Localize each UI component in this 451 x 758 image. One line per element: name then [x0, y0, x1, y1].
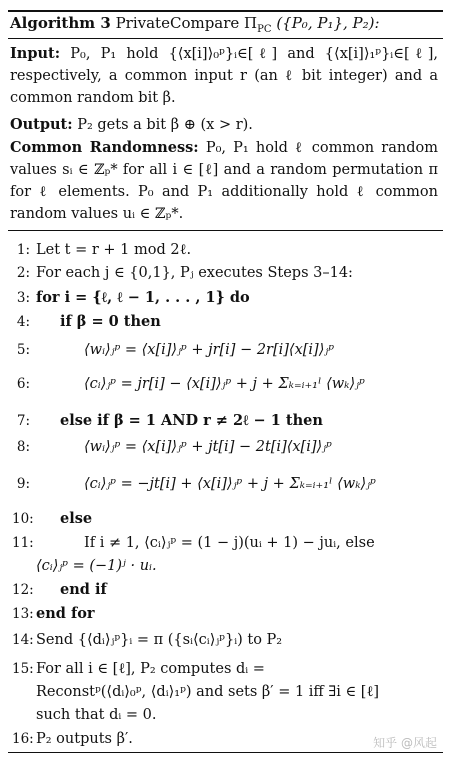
input-label: Input: — [10, 45, 61, 62]
step-number: 9: — [16, 476, 30, 492]
step-number: 2: — [16, 265, 30, 281]
algorithm-name: PrivateCompare Π — [115, 14, 258, 32]
step-number: 12: — [12, 582, 34, 598]
algorithm-title: Algorithm 3 PrivateCompare $\Pi_{PC}$ ({P₀, P₁}, P₂): — [10, 14, 380, 35]
bottom-rule — [8, 752, 443, 753]
step-text: ⟨cᵢ⟩ⱼᵖ = −jt[i] + ⟨x[i]⟩ⱼᵖ + j + Σₖ₌ᵢ₊₁ˡ ⟨wₖ⟩ⱼᵖ — [84, 476, 376, 492]
output-block — [10, 114, 438, 136]
step-text: ⟨wᵢ⟩ⱼᵖ = ⟨x[i]⟩ⱼᵖ + jr[i] − 2r[i]⟨x[i]⟩ⱼᵖ — [84, 342, 335, 358]
step-text: Let t = r + 1 mod 2ℓ. — [36, 242, 192, 258]
step-number: 6: — [16, 376, 30, 392]
common-randomness-label: Common Randomness: — [10, 139, 199, 156]
algorithm-signature: ({P₀, P₁}, P₂): — [276, 14, 380, 32]
top-rule — [8, 10, 443, 12]
step-number: 11: — [12, 535, 34, 551]
input-text: P₀, P₁ hold {⟨x[i]⟩₀ᵖ}ᵢ∈[ℓ] and {⟨x[i]⟩₁ᵖ}ᵢ∈[ℓ], respectively, a common input r (an ℓ bit integer) and a common random bit β. — [10, 46, 438, 106]
step-number: 15: — [12, 661, 34, 677]
step-text: ⟨wᵢ⟩ⱼᵖ = ⟨x[i]⟩ⱼᵖ + jt[i] − 2t[i]⟨x[i]⟩ⱼᵖ — [84, 439, 332, 455]
step-text: for i = {ℓ, ℓ − 1, . . . , 1} do — [36, 289, 250, 306]
output-label: Output: — [10, 116, 73, 133]
step-number: 13: — [12, 606, 34, 622]
step-text: For all i ∈ [ℓ], P₂ computes dᵢ = — [36, 661, 265, 677]
input-block — [10, 43, 438, 109]
step-text: For each j ∈ {0,1}, Pⱼ executes Steps 3–14: — [36, 265, 353, 281]
step-text-continued: Reconstᵖ(⟨dᵢ⟩₀ᵖ, ⟨dᵢ⟩₁ᵖ) and sets β′ = 1 iff ∃i ∈ [ℓ] — [36, 684, 380, 700]
step-number: 3: — [16, 290, 30, 306]
output-text: P₂ gets a bit β ⊕ (x > r). — [77, 117, 253, 133]
step-text: else if β = 1 AND r ≠ 2ℓ − 1 then — [60, 412, 323, 429]
step-number: 8: — [16, 439, 30, 455]
step-text-continued: such that dᵢ = 0. — [36, 707, 157, 723]
step-text: ⟨cᵢ⟩ⱼᵖ = jr[i] − ⟨x[i]⟩ⱼᵖ + j + Σₖ₌ᵢ₊₁ˡ ⟨wₖ⟩ⱼᵖ — [84, 376, 365, 392]
step-number: 7: — [16, 413, 30, 429]
step-text: end for — [36, 605, 95, 622]
step-text-continued: ⟨cᵢ⟩ⱼᵖ = (−1)ʲ · uᵢ. — [36, 558, 157, 574]
step-text: if β = 0 then — [60, 313, 161, 330]
step-number: 10: — [12, 511, 34, 527]
step-text: P₂ outputs β′. — [36, 731, 133, 747]
step-text: else — [60, 510, 93, 527]
header-rule — [8, 230, 443, 231]
step-number: 1: — [16, 242, 30, 258]
common-randomness-text: P₀, P₁ hold ℓ common random values sᵢ ∈ ℤₚ* for all i ∈ [ℓ] and a random permutation π for ℓ elements. P₀ and P₁ additionally hold ℓ common random values uᵢ ∈ ℤₚ*. — [10, 140, 438, 222]
step-text: end if — [60, 581, 107, 598]
common-randomness-block — [10, 137, 438, 225]
step-number: 5: — [16, 342, 30, 358]
step-number: 14: — [12, 632, 34, 648]
title-rule — [8, 38, 443, 39]
step-text: Send {⟨dᵢ⟩ⱼᵖ}ᵢ = π ({sᵢ⟨cᵢ⟩ⱼᵖ}ᵢ) to P₂ — [36, 632, 283, 648]
step-number: 16: — [12, 731, 34, 747]
watermark: 知乎 @风起 — [373, 736, 437, 750]
algorithm-label: Algorithm 3 — [10, 14, 111, 32]
step-number: 4: — [16, 314, 30, 330]
step-text: If i ≠ 1, ⟨cᵢ⟩ⱼᵖ = (1 − j)(uᵢ + 1) − juᵢ, else — [84, 535, 375, 551]
